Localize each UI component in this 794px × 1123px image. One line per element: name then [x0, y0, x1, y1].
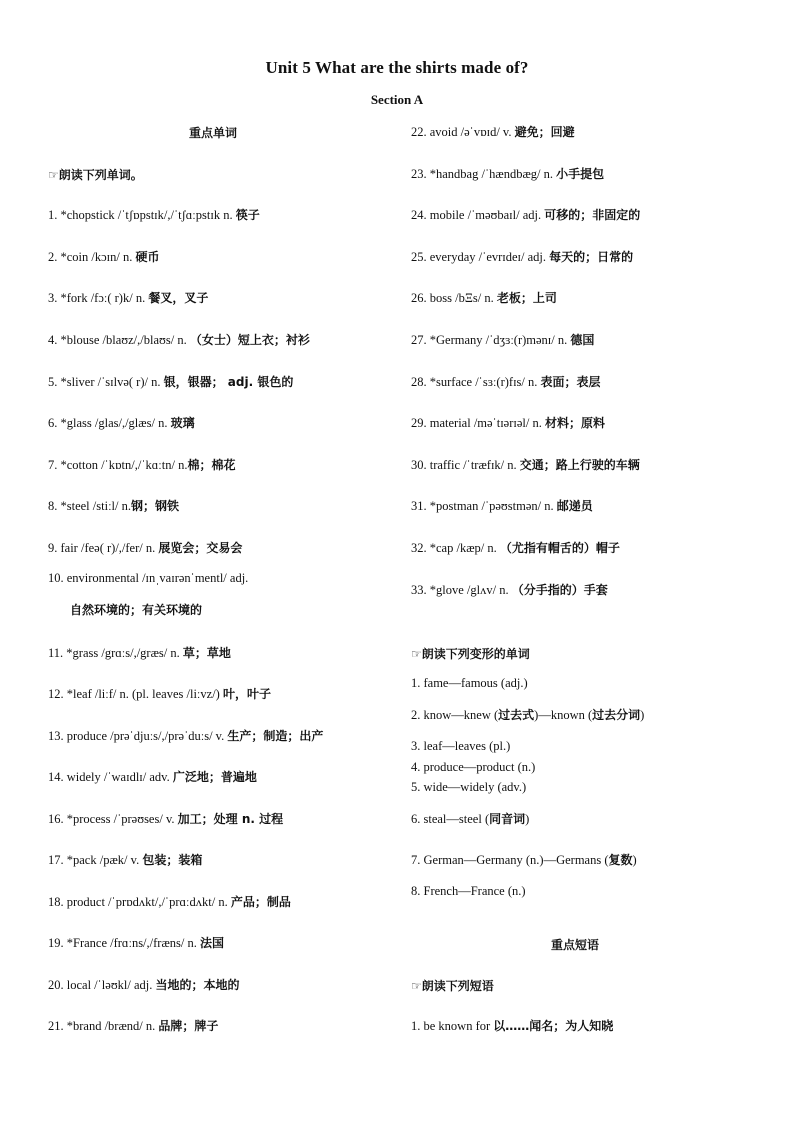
vocab-item-chinese: 产品；制品	[230, 895, 291, 909]
vocab-item	[48, 769, 257, 785]
vocab-item-chinese: 广泛地；普遍地	[172, 770, 257, 784]
vocab-item	[411, 415, 605, 431]
word-form-item	[411, 852, 637, 868]
vocab-item-chinese: 交通；路上行驶的车辆	[519, 458, 640, 472]
vocab-item	[70, 602, 202, 618]
vocab-item-chinese: 餐叉，叉子	[148, 291, 209, 305]
vocab-item-english: 13. produce /prəˈdjuːs/,/prəˈduːs/ v.	[48, 729, 228, 743]
vocab-item-english: 16. *process /ˈprəʊses/ v.	[48, 812, 178, 826]
vocab-item	[48, 935, 224, 951]
word-form-item	[411, 738, 510, 754]
vocab-item	[411, 457, 640, 473]
vocab-item-chinese: 小手提包	[556, 167, 605, 181]
vocab-item-chinese: 自然环境的；有关环境的	[70, 603, 203, 617]
vocab-item-chinese: 可移的；非固定的	[544, 208, 641, 222]
vocab-item	[411, 124, 575, 140]
vocab-item-english: 29. material /məˈtɪərɪəl/ n.	[411, 416, 545, 430]
phrase-item	[411, 1018, 613, 1034]
vocab-item-english: 20. local /ˈləʊkl/ adj.	[48, 978, 156, 992]
vocab-item-chinese: 玻璃	[170, 416, 195, 430]
vocab-item	[48, 457, 235, 473]
vocab-item-chinese: 展览会；交易会	[158, 541, 243, 555]
vocab-item-english: 11. *grass /grɑːs/,/græs/ n.	[48, 646, 183, 660]
vocab-item-english: 10. environmental /ɪnˌvaɪrənˈmentl/ adj.	[48, 571, 249, 585]
vocab-item-chinese: 包装；装箱	[142, 853, 203, 867]
vocab-item	[48, 332, 310, 348]
vocab-item-chinese: 草；草地	[182, 646, 231, 660]
word-form-item	[411, 707, 644, 723]
word-form-item-chinese-2: 过去分词	[592, 708, 641, 722]
vocab-item-english: 12. *leaf /liːf/ n. (pl. leaves /liːvz/)	[48, 687, 223, 701]
vocab-item-chinese: （分手指的）手套	[511, 583, 608, 597]
vocab-item-chinese: 材料；原料	[544, 416, 605, 430]
vocab-item-chinese: 棉；棉花	[187, 458, 236, 472]
vocab-item-chinese: （尤指有帽舌的）帽子	[499, 541, 620, 555]
section-subtitle: Section A	[370, 92, 424, 107]
vocab-item-english: 22. avoid /əˈvɒɪd/ v.	[411, 125, 515, 139]
vocab-item	[411, 374, 601, 390]
vocab-item-english: 33. *glove /glʌv/ n.	[411, 583, 512, 597]
vocab-item	[411, 207, 640, 223]
vocab-item-english: 19. *France /frɑːns/,/fræns/ n.	[48, 936, 201, 950]
vocab-item-english: 5. *sliver /ˈsɪlvə( r)/ n.	[48, 375, 164, 389]
key-words-heading: 重点单词	[189, 126, 238, 140]
instruction-read-phrases: ☞朗读下列短语	[411, 979, 494, 993]
vocab-item-chinese: 避免；回避	[514, 125, 575, 139]
word-form-item-english: 4. produce—product (n.)	[411, 760, 536, 774]
word-form-item-tail-2: )	[640, 708, 645, 722]
vocab-item-english: 32. *cap /kæp/ n.	[411, 541, 500, 555]
vocab-item-english: 31. *postman /ˈpəʊstmən/ n.	[411, 499, 557, 513]
vocab-item	[411, 498, 593, 514]
vocab-item-english: 3. *fork /fɔː( r)k/ n.	[48, 291, 149, 305]
word-form-item-english: 7. German—Germany (n.)—Germans (	[411, 853, 609, 867]
phrase-item-chinese: 以……闻名；为人知晓	[493, 1019, 614, 1033]
word-form-item-english: 6. steal—steel (	[411, 812, 490, 826]
vocab-item	[48, 374, 293, 390]
vocab-item	[48, 894, 291, 910]
vocab-item-english: 23. *handbag /ˈhændbæg/ n.	[411, 167, 557, 181]
vocab-item-chinese: 硬币	[135, 250, 160, 264]
word-form-item	[411, 811, 529, 827]
vocab-item-chinese: 生产；制造；出产	[227, 729, 324, 743]
vocab-item-chinese: 表面；表层	[540, 375, 601, 389]
vocab-item-chinese: 银，银器； adj. 银色的	[163, 375, 294, 389]
vocab-item	[48, 811, 283, 827]
vocab-item	[411, 166, 604, 182]
vocab-item	[48, 728, 323, 744]
vocab-item-english: 25. everyday /ˈevrɪdeɪ/ adj.	[411, 250, 550, 264]
vocab-item-chinese: 每天的；日常的	[549, 250, 634, 264]
vocab-item-english: 14. widely /ˈwaɪdlɪ/ adv.	[48, 770, 173, 784]
vocab-item	[48, 290, 208, 306]
vocab-item-english: 17. *pack /pæk/ v.	[48, 853, 143, 867]
vocab-item-chinese: 钢；钢铁	[130, 499, 179, 513]
vocab-item-english: 27. *Germany /ˈdʒɜː(r)mənɪ/ n.	[411, 333, 571, 347]
word-form-item-english: 3. leaf—leaves (pl.)	[411, 739, 511, 753]
vocab-item	[48, 207, 260, 223]
instruction-read-forms: ☞朗读下列变形的单词	[411, 647, 530, 661]
vocab-item	[411, 290, 557, 306]
vocab-item-chinese: 当地的；本地的	[155, 978, 240, 992]
vocab-item-english: 8. *steel /stiːl/ n.	[48, 499, 131, 513]
vocab-item-chinese: 法国	[200, 936, 225, 950]
hand-pointing-icon: ☞	[411, 979, 422, 993]
vocab-item-chinese: 加工；处理 n. 过程	[177, 812, 284, 826]
vocab-item-english: 1. *chopstick /ˈtʃɒpstɪk/,/ˈtʃɑːpstɪk n.	[48, 208, 236, 222]
vocab-item-chinese: 叶，叶子	[222, 687, 271, 701]
word-form-item-english: 5. wide—widely (adv.)	[411, 780, 527, 794]
vocab-item-english: 7. *cotton /ˈkɒtn/,/ˈkɑːtn/ n.	[48, 458, 188, 472]
vocab-item-english: 24. mobile /ˈməʊbaɪl/ adj.	[411, 208, 545, 222]
vocab-item	[411, 332, 594, 348]
word-form-item-tail: )	[525, 812, 530, 826]
key-phrases-heading: 重点短语	[551, 938, 600, 952]
vocab-item	[48, 415, 195, 431]
vocab-item	[48, 498, 179, 514]
vocab-item-chinese: 老板；上司	[496, 291, 557, 305]
vocab-item	[48, 645, 231, 661]
vocab-item	[48, 686, 271, 702]
vocab-item-chinese: 筷子	[235, 208, 260, 222]
vocab-item-english: 28. *surface /ˈsɜː(r)fɪs/ n.	[411, 375, 541, 389]
word-form-item-tail: )	[632, 853, 637, 867]
word-form-item-chinese: 同音词	[489, 812, 526, 826]
word-form-item	[411, 883, 526, 899]
vocab-item-chinese: （女士）短上衣；衬衫	[189, 333, 310, 347]
word-form-item-english: 8. French—France (n.)	[411, 884, 526, 898]
word-form-item-chinese: 过去式	[498, 708, 535, 722]
hand-pointing-icon: ☞	[48, 168, 59, 182]
vocab-item	[411, 249, 633, 265]
vocab-item	[48, 977, 240, 993]
vocab-item	[48, 570, 248, 586]
vocab-item-english: 2. *coin /kɔɪn/ n.	[48, 250, 136, 264]
word-form-item-chinese: 复数	[608, 853, 633, 867]
vocab-item-english: 4. *blouse /blaʊz/,/blaʊs/ n.	[48, 333, 190, 347]
vocab-item	[48, 852, 202, 868]
vocab-item-english: 30. traffic /ˈtræfɪk/ n.	[411, 458, 520, 472]
word-form-item	[411, 759, 535, 775]
phrase-item-english: 1. be known for	[411, 1019, 494, 1033]
word-form-item-tail: )—known (	[534, 708, 593, 722]
vocab-item-english: 9. fair /feə( r)/,/fer/ n.	[48, 541, 159, 555]
vocab-item-chinese: 德国	[570, 333, 595, 347]
instruction-read-words: ☞朗读下列单词。	[48, 168, 143, 182]
vocab-item-chinese: 邮递员	[556, 499, 593, 513]
vocab-item-english: 26. boss /bΞs/ n.	[411, 291, 497, 305]
word-form-item	[411, 779, 526, 795]
vocab-item-english: 6. *glass /glas/,/glæs/ n.	[48, 416, 171, 430]
vocab-item-chinese: 品牌；牌子	[158, 1019, 219, 1033]
vocab-item	[48, 1018, 218, 1034]
word-form-item-english: 1. fame—famous (adj.)	[411, 676, 528, 690]
vocab-item	[411, 540, 620, 556]
vocab-item	[48, 249, 160, 265]
vocab-item-english: 18. product /ˈprɒdʌkt/,/ˈprɑːdʌkt/ n.	[48, 895, 231, 909]
hand-pointing-icon: ☞	[411, 647, 422, 661]
vocab-item	[411, 582, 608, 598]
vocab-item	[48, 540, 242, 556]
page-title: Unit 5 What are the shirts made of?	[265, 58, 529, 77]
word-form-item	[411, 675, 528, 691]
vocab-item-english: 21. *brand /brænd/ n.	[48, 1019, 159, 1033]
word-form-item-english: 2. know—knew (	[411, 708, 499, 722]
